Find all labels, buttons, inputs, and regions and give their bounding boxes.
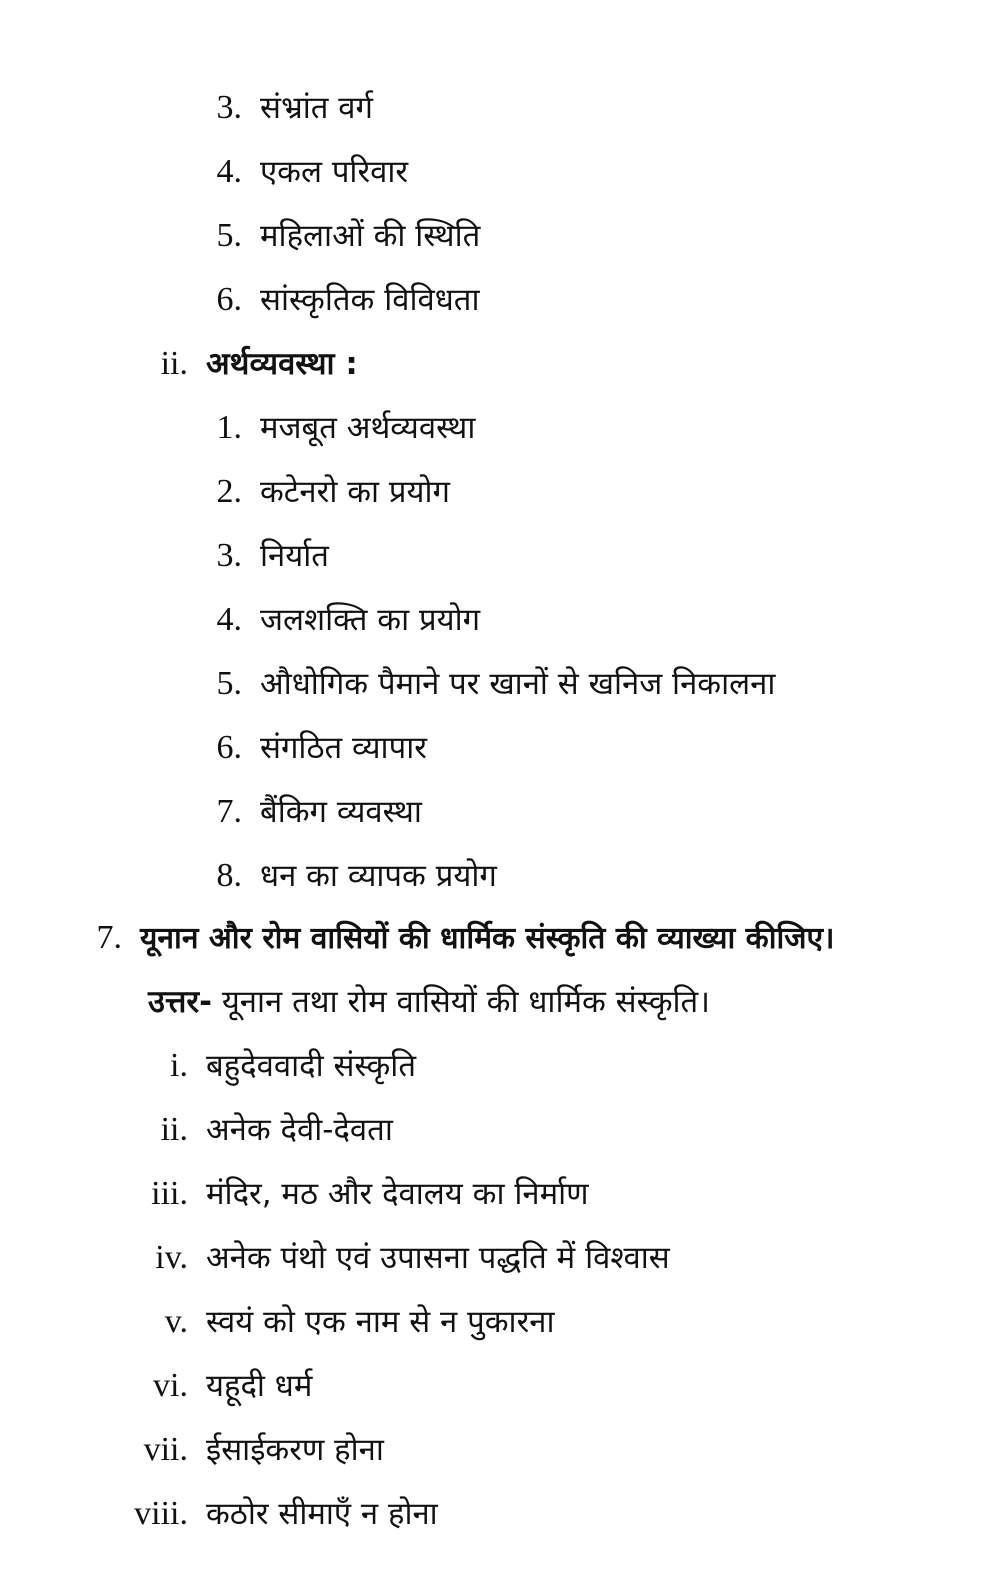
item-number: 4. [216,601,242,638]
list-item [100,1162,589,1226]
list-item [180,588,480,652]
list-item [100,1482,438,1546]
list-item [180,396,475,460]
list-item [100,1098,393,1162]
list-item [180,460,450,524]
item-number: viii. [134,1495,188,1532]
list-item [100,1290,554,1354]
item-text: निर्यात [260,538,329,574]
item-text: स्वयं को एक नाम से न पुकारना [206,1304,555,1340]
item-number: 2. [216,473,242,510]
item-number: 4. [216,153,242,190]
item-number: 5. [216,665,242,702]
list-item [100,1354,312,1418]
question-number: 7. [96,919,122,956]
item-number: 6. [216,281,242,318]
answer-line [148,970,710,1034]
item-text: जलशक्ति का प्रयोग [260,602,481,638]
item-number: 6. [216,729,242,766]
list-item [180,524,329,588]
item-number: 7. [216,793,242,830]
item-number: iv. [155,1239,188,1276]
item-text: मजबूत अर्थव्यवस्था [260,410,476,446]
item-text: धन का व्यापक प्रयोग [260,858,497,894]
answer-text: यूनान तथा रोम वासियों की धार्मिक संस्कृति। [211,984,710,1020]
item-number: vi. [153,1367,188,1404]
answer-label: उत्तर- [148,984,212,1020]
item-number: 1. [216,409,242,446]
item-number: iii. [151,1175,188,1212]
item-number: i. [170,1047,188,1084]
item-number: 3. [216,537,242,574]
question-text: यूनान और रोम वासियों की धार्मिक संस्कृति की व्याख्या कीजिए। [140,921,835,956]
list-item [180,652,775,716]
question-7 [60,906,834,970]
item-text: बहुदेववादी संस्कृति [206,1048,416,1084]
list-item [180,204,480,268]
list-item [180,844,497,908]
section-heading-economy [110,332,358,396]
item-text: कटेनरो का प्रयोग [260,474,450,510]
item-text: बैंकिग व्यवस्था [260,794,422,830]
item-text: औधोगिक पैमाने पर खानों से खनिज निकालना [260,666,776,702]
list-item [100,1034,416,1098]
item-number: 5. [216,217,242,254]
item-text: संभ्रांत वर्ग [260,90,373,126]
item-number: 8. [216,857,242,894]
heading-text: अर्थव्यवस्था : [206,346,358,382]
list-item [180,780,422,844]
item-text: महिलाओं की स्थिति [260,218,481,254]
item-text: मंदिर, मठ और देवालय का निर्माण [206,1176,589,1212]
item-text: यहूदी धर्म [206,1368,313,1404]
item-text: एकल परिवार [260,154,409,190]
item-text: अनेक देवी-देवता [206,1112,393,1148]
list-item [100,1226,670,1290]
item-text: ईसाईकरण होना [206,1432,384,1468]
list-item [180,140,408,204]
list-item [180,716,427,780]
list-item [180,76,373,140]
item-text: अनेक पंथो एवं उपासना पद्धति में विश्वास [206,1240,670,1276]
item-number: ii. [160,1111,188,1148]
item-text: सांस्कृतिक विविधता [260,282,480,318]
item-number: v. [164,1303,188,1340]
item-number: vii. [143,1431,188,1468]
heading-number: ii. [160,345,188,382]
item-text: संगठित व्यापार [260,730,427,766]
list-item [100,1418,384,1482]
list-item [180,268,480,332]
item-text: कठोर सीमाएँ न होना [206,1496,438,1532]
item-number: 3. [216,89,242,126]
